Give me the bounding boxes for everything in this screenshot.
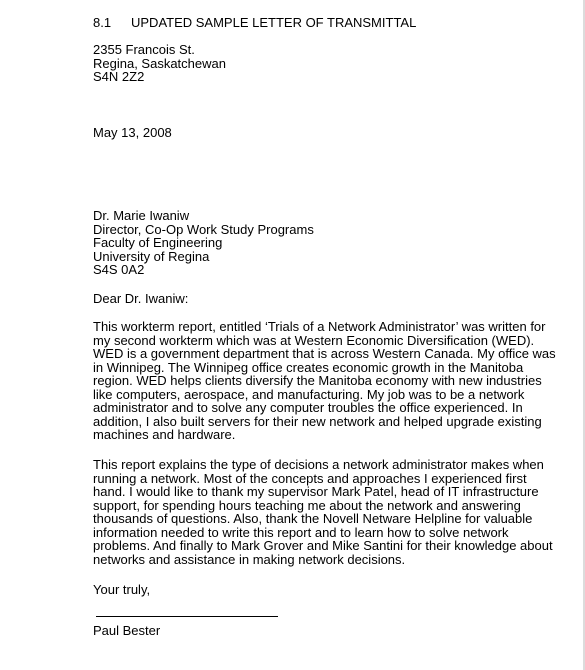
letter-date — [93, 126, 533, 140]
signature-line — [96, 616, 278, 617]
paragraph-line: support, for spending hours teaching me about the network and answering — [93, 497, 521, 513]
recipient-line: S4S 0A2 — [93, 262, 145, 277]
signature-block — [93, 624, 533, 638]
paragraph-line: hand. I would like to thank my supervisor Mark Patel, head of IT infrastructure — [93, 484, 539, 499]
paragraph-line: machines and hardware. — [93, 427, 236, 442]
paragraph-line: thousands of questions. Also, thank the Novell Netware Helpline for valuable — [93, 511, 533, 526]
paragraph-line: networks and assistance in making network decisions. — [93, 551, 406, 567]
paragraph-line: administrator and to solve any computer troubles the office experienced. In — [93, 400, 523, 415]
sender-address-line: S4N 2Z2 — [93, 69, 145, 84]
closing-text: Your truly, — [93, 582, 151, 597]
paragraph-line: problems. And finally to Mark Grover and Mike Santini for their knowledge about — [93, 538, 553, 553]
recipient-line: University of Regina — [93, 248, 210, 264]
paragraph-line: This report explains the type of decisions a network administrator makes when — [93, 457, 544, 472]
body-paragraph-2 — [93, 457, 553, 567]
paragraph-line: running a network. Most of the concepts and approaches I experienced first — [93, 470, 527, 486]
section-number: 8.1 — [93, 15, 112, 30]
recipient-address — [93, 209, 533, 277]
salutation — [93, 292, 533, 306]
recipient-line: Director, Co-Op Work Study Programs — [93, 221, 314, 237]
paragraph-line: addition, I also built servers for their new network and helped upgrade existing — [93, 413, 542, 429]
sender-address — [93, 43, 533, 84]
body-paragraph-1 — [93, 319, 556, 442]
paragraph-line: This workterm report, entitled ‘Trials of a Network Administrator’ was written for — [93, 319, 546, 334]
recipient-line: Faculty of Engineering — [93, 235, 223, 250]
closing — [93, 583, 533, 597]
paragraph-line: region. WED helps clients diversify the Manitoba economy with new industries — [93, 373, 542, 388]
signature-name: Paul Bester — [93, 623, 161, 638]
section-title: UPDATED SAMPLE LETTER OF TRANSMITTAL — [131, 15, 417, 30]
recipient-line: Dr. Marie Iwaniw — [93, 208, 190, 223]
date-text: May 13, 2008 — [93, 125, 172, 140]
salutation-text: Dear Dr. Iwaniw: — [93, 291, 189, 306]
paragraph-line: WED is a government department that is across Western Canada. My office was — [93, 346, 556, 361]
paragraph-line: in Winnipeg. The Winnipeg office creates economic growth in the Manitoba — [93, 359, 524, 375]
paragraph-line: like computers, aerospace, and manufacturing. My job was to be a network — [93, 386, 525, 402]
sender-address-line: 2355 Francois St. — [93, 42, 195, 57]
sender-address-line: Regina, Saskatchewan — [93, 55, 226, 71]
section-heading — [93, 16, 416, 30]
paragraph-line: my second workterm which was at Western Economic Diversification (WED). — [93, 332, 535, 348]
paragraph-line: information needed to write this report and to learn how to solve network — [93, 524, 509, 540]
